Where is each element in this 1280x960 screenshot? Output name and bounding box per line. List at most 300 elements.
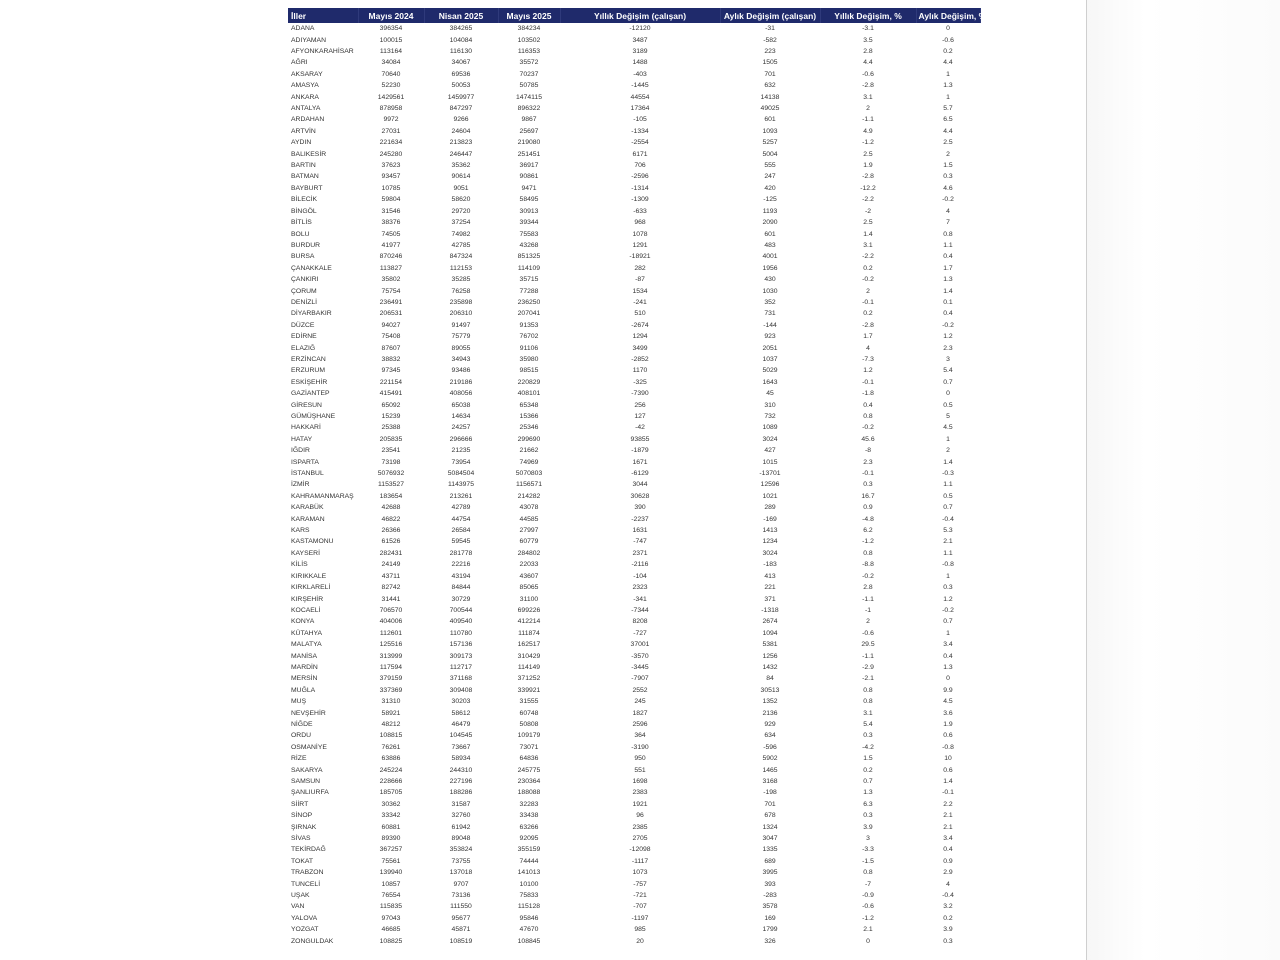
cell-yearly-change-pct: 16.7: [861, 492, 875, 500]
cell-may-2025: 33438: [519, 812, 539, 820]
cell-province: AYDIN: [291, 139, 312, 147]
cell-monthly-change-pct: 3: [946, 355, 950, 363]
cell-monthly-change: 3024: [762, 549, 778, 557]
cell-april-2025: 84844: [451, 584, 471, 592]
cell-monthly-change-pct: -0.2: [942, 606, 954, 614]
table-row: [288, 559, 980, 570]
cell-province: ZONGULDAK: [291, 937, 334, 945]
cell-yearly-change-pct: -1.1: [862, 652, 874, 660]
cell-monthly-change: 310: [764, 401, 776, 409]
table-row: [288, 434, 980, 445]
cell-may-2025: 103502: [517, 36, 541, 44]
cell-monthly-change: -1318: [761, 606, 779, 614]
cell-may-2025: 114109: [517, 264, 541, 272]
cell-province: NİĞDE: [291, 720, 313, 728]
cell-april-2025: 91497: [451, 321, 471, 329]
cell-yearly-change: 30628: [630, 492, 650, 500]
cell-yearly-change-pct: -4.8: [862, 515, 874, 523]
cell-april-2025: 1143975: [448, 481, 474, 489]
cell-yearly-change-pct: -2.9: [862, 663, 874, 671]
cell-may-2024: 379159: [379, 675, 403, 683]
cell-april-2025: 213261: [449, 492, 473, 500]
cell-monthly-change: 49025: [760, 105, 780, 113]
cell-may-2024: 52230: [381, 82, 401, 90]
cell-province: YALOVA: [291, 914, 318, 922]
cell-yearly-change: -1117: [631, 857, 649, 865]
cell-yearly-change-pct: -0.1: [862, 298, 874, 306]
cell-may-2025: 141013: [517, 869, 541, 877]
cell-yearly-change-pct: -7: [864, 880, 872, 888]
cell-may-2025: 25346: [519, 424, 539, 432]
cell-monthly-change: 84: [766, 675, 774, 683]
cell-monthly-change: -169: [763, 515, 777, 523]
table-row: [288, 685, 980, 696]
table-row: [288, 240, 980, 251]
cell-province: ESKİŞEHİR: [291, 378, 328, 386]
cell-april-2025: 65038: [451, 401, 471, 409]
cell-may-2025: 30913: [519, 207, 539, 215]
cell-monthly-change: 352: [764, 298, 776, 306]
cell-yearly-change-pct: 2.1: [863, 926, 873, 934]
cell-province: BİTLİS: [291, 219, 312, 227]
cell-april-2025: 408056: [449, 390, 473, 398]
cell-yearly-change-pct: 0.3: [863, 481, 873, 489]
cell-yearly-change-pct: -0.2: [862, 572, 874, 580]
cell-april-2025: 34943: [451, 355, 471, 363]
cell-may-2025: 111874: [518, 629, 540, 637]
cell-monthly-change-pct: 4: [946, 207, 950, 215]
cell-monthly-change: 601: [764, 230, 776, 238]
cell-monthly-change-pct: 1.2: [943, 333, 953, 341]
cell-april-2025: 73667: [451, 743, 471, 751]
cell-province: ANTALYA: [291, 105, 321, 113]
cell-april-2025: 116130: [449, 48, 473, 56]
cell-monthly-change-pct: 0: [946, 390, 950, 398]
cell-yearly-change-pct: 1.4: [863, 230, 873, 238]
cell-april-2025: 35362: [451, 162, 471, 170]
cell-province: MERSİN: [291, 675, 318, 683]
cell-province: İZMİR: [291, 481, 310, 489]
cell-may-2024: 48212: [381, 720, 401, 728]
cell-yearly-change: -1334: [631, 127, 649, 135]
cell-yearly-change: -2674: [631, 321, 649, 329]
cell-monthly-change: 634: [764, 732, 776, 740]
cell-yearly-change-pct: 1.7: [863, 333, 873, 341]
cell-april-2025: 89048: [451, 835, 471, 843]
cell-may-2025: 31100: [519, 595, 539, 603]
cell-may-2025: 63266: [519, 823, 539, 831]
cell-yearly-change-pct: 6.2: [863, 527, 873, 535]
table-row: [288, 913, 980, 924]
cell-monthly-change: 5381: [762, 641, 778, 649]
cell-yearly-change: -7344: [631, 606, 649, 614]
cell-monthly-change-pct: 1.4: [943, 287, 953, 295]
cell-yearly-change-pct: 4.4: [863, 59, 873, 67]
cell-province: EDİRNE: [291, 333, 317, 341]
cell-monthly-change-pct: 2: [946, 150, 950, 158]
cell-monthly-change: 731: [764, 310, 776, 318]
cell-monthly-change-pct: 2.5: [943, 139, 953, 147]
cell-yearly-change: 1671: [632, 458, 648, 466]
cell-monthly-change-pct: 2.2: [943, 800, 953, 808]
cell-yearly-change: -12120: [629, 25, 651, 33]
cell-may-2024: 76261: [381, 743, 401, 751]
cell-yearly-change-pct: 1.2: [863, 367, 873, 375]
cell-monthly-change: 678: [764, 812, 776, 820]
cell-may-2025: 116353: [517, 48, 541, 56]
cell-yearly-change: -18921: [629, 253, 651, 261]
cell-may-2025: 214282: [517, 492, 541, 500]
table-row: [288, 217, 980, 228]
cell-yearly-change-pct: -2.8: [862, 173, 874, 181]
cell-april-2025: 9266: [453, 116, 469, 124]
cell-may-2024: 65092: [381, 401, 401, 409]
cell-monthly-change-pct: 0.1: [943, 298, 953, 306]
cell-may-2024: 94027: [381, 321, 401, 329]
table-row: [288, 662, 980, 673]
cell-province: BOLU: [291, 230, 310, 238]
cell-monthly-change: 1256: [762, 652, 778, 660]
cell-monthly-change: 420: [764, 184, 776, 192]
cell-yearly-change: -2237: [631, 515, 649, 523]
cell-province: KARS: [291, 527, 310, 535]
cell-april-2025: 24604: [451, 127, 471, 135]
cell-yearly-change-pct: 1.3: [863, 789, 873, 797]
cell-yearly-change: 2385: [632, 823, 648, 831]
cell-province: ARTVİN: [291, 127, 316, 135]
table-row: [288, 320, 980, 331]
cell-province: MUĞLA: [291, 686, 316, 694]
cell-yearly-change: -633: [633, 207, 647, 215]
cell-may-2024: 245280: [379, 150, 403, 158]
cell-may-2025: 115128: [517, 903, 541, 911]
cell-province: KIRKLARELİ: [291, 584, 331, 592]
cell-monthly-change-pct: 0.4: [943, 310, 953, 318]
cell-province: TEKİRDAĞ: [291, 846, 326, 854]
cell-yearly-change: -6129: [631, 470, 649, 478]
cell-yearly-change-pct: 3.5: [863, 36, 873, 44]
cell-may-2025: 43078: [519, 504, 539, 512]
cell-april-2025: 206310: [449, 310, 473, 318]
cell-monthly-change-pct: 3.2: [943, 903, 953, 911]
cell-may-2025: 25697: [519, 127, 539, 135]
table-row: [288, 251, 980, 262]
table-row: [288, 856, 980, 867]
cell-april-2025: 58612: [451, 709, 471, 717]
cell-april-2025: 59545: [451, 538, 471, 546]
cell-may-2024: 206531: [379, 310, 403, 318]
cell-monthly-change-pct: 2.1: [943, 823, 953, 831]
cell-province: BARTIN: [291, 162, 316, 170]
cell-may-2025: 98515: [519, 367, 539, 375]
cell-april-2025: 157136: [449, 641, 473, 649]
cell-yearly-change: 3499: [632, 344, 648, 352]
cell-monthly-change: 2674: [762, 618, 778, 626]
table-row: [288, 787, 980, 798]
cell-may-2025: 299690: [517, 435, 541, 443]
cell-yearly-change: 390: [634, 504, 646, 512]
cell-yearly-change-pct: 2: [866, 618, 870, 626]
cell-yearly-change-pct: -0.9: [862, 892, 874, 900]
cell-province: YOZGAT: [291, 926, 319, 934]
table-row: [288, 582, 980, 593]
cell-yearly-change-pct: 4.9: [863, 127, 873, 135]
cell-province: RİZE: [291, 755, 307, 763]
table-row: [288, 399, 980, 410]
cell-yearly-change: -727: [633, 629, 647, 637]
cell-monthly-change: 1093: [762, 127, 778, 135]
cell-yearly-change-pct: 0.8: [863, 698, 873, 706]
cell-yearly-change: 1827: [632, 709, 648, 717]
cell-monthly-change-pct: 0.3: [943, 584, 953, 592]
cell-may-2025: 339921: [517, 686, 541, 694]
cell-yearly-change: -403: [633, 70, 647, 78]
cell-yearly-change-pct: 6.3: [863, 800, 873, 808]
cell-monthly-change: 701: [764, 70, 776, 78]
cell-monthly-change-pct: 0.8: [943, 230, 953, 238]
cell-yearly-change: 8208: [632, 618, 648, 626]
cell-monthly-change-pct: 0.6: [943, 766, 953, 774]
table-row: [288, 80, 980, 91]
cell-province: ISPARTA: [291, 458, 319, 466]
cell-monthly-change-pct: -0.1: [942, 789, 954, 797]
cell-province: ARDAHAN: [291, 116, 325, 124]
cell-province: KÜTAHYA: [291, 629, 323, 637]
cell-yearly-change: -747: [633, 538, 647, 546]
cell-monthly-change-pct: -0.8: [942, 561, 954, 569]
cell-may-2025: 699226: [517, 606, 541, 614]
cell-yearly-change-pct: -2.8: [862, 321, 874, 329]
cell-yearly-change: 3189: [632, 48, 648, 56]
cell-april-2025: 227196: [449, 778, 473, 786]
cell-may-2025: 896322: [517, 105, 541, 113]
cell-yearly-change-pct: -1.2: [862, 139, 874, 147]
cell-monthly-change-pct: 1.1: [943, 549, 953, 557]
cell-monthly-change-pct: 4.6: [943, 184, 953, 192]
cell-province: BURSA: [291, 253, 315, 261]
cell-may-2025: 60779: [519, 538, 539, 546]
cell-may-2024: 245224: [379, 766, 403, 774]
cell-may-2024: 24149: [381, 561, 401, 569]
cell-april-2025: 137018: [449, 869, 473, 877]
cell-monthly-change-pct: 0.4: [943, 846, 953, 854]
cell-monthly-change-pct: 1: [946, 435, 950, 443]
cell-monthly-change: 5004: [762, 150, 778, 158]
cell-april-2025: 24257: [451, 424, 471, 432]
cell-may-2025: 251451: [517, 150, 541, 158]
cell-monthly-change-pct: 1.5: [943, 162, 953, 170]
cell-may-2025: 9867: [521, 116, 537, 124]
header-cell-yearly-change: Yıllık Değişim (çalışan): [560, 8, 720, 23]
cell-monthly-change: 1324: [762, 823, 778, 831]
cell-yearly-change: -104: [633, 572, 647, 580]
cell-april-2025: 111550: [450, 903, 472, 911]
cell-monthly-change-pct: 1.7: [943, 264, 953, 272]
cell-april-2025: 309408: [449, 686, 473, 694]
cell-april-2025: 5084504: [447, 470, 475, 478]
table-row: [288, 833, 980, 844]
cell-monthly-change: -31: [765, 25, 775, 33]
cell-may-2024: 100015: [379, 36, 403, 44]
cell-yearly-change: 2383: [632, 789, 648, 797]
table-row: [288, 901, 980, 912]
cell-province: ŞANLIURFA: [291, 789, 329, 797]
cell-may-2024: 97043: [381, 914, 401, 922]
cell-may-2025: 5070803: [515, 470, 543, 478]
cell-province: BATMAN: [291, 173, 319, 181]
cell-province: HATAY: [291, 435, 313, 443]
cell-may-2025: 92095: [519, 835, 539, 843]
cell-yearly-change-pct: -1.1: [862, 595, 874, 603]
cell-yearly-change-pct: 5.4: [863, 720, 873, 728]
cell-yearly-change: -3445: [631, 663, 649, 671]
cell-may-2024: 30362: [381, 800, 401, 808]
cell-monthly-change: 1956: [762, 264, 778, 272]
cell-may-2025: 355159: [517, 846, 541, 854]
cell-april-2025: 50053: [451, 82, 471, 90]
cell-province: HAKKARİ: [291, 424, 321, 432]
side-panel-background: [1087, 0, 1280, 960]
cell-province: ADANA: [291, 25, 315, 33]
table-row: [288, 103, 980, 114]
cell-monthly-change: 169: [764, 914, 776, 922]
table-row: [288, 422, 980, 433]
cell-monthly-change: 4001: [762, 253, 778, 261]
cell-yearly-change-pct: -1.5: [862, 857, 874, 865]
table-row: [288, 742, 980, 753]
table-row: [288, 274, 980, 285]
table-row: [288, 148, 980, 159]
cell-may-2025: 39344: [519, 219, 539, 227]
cell-yearly-change: 2705: [632, 835, 648, 843]
table-row: [288, 206, 980, 217]
cell-may-2025: 15366: [519, 413, 539, 421]
cell-april-2025: 37254: [451, 219, 471, 227]
cell-yearly-change: 1170: [632, 367, 648, 375]
cell-may-2024: 706570: [379, 606, 403, 614]
table-row: [288, 456, 980, 467]
table-row: [288, 821, 980, 832]
cell-yearly-change: -1197: [631, 914, 649, 922]
table-row: [288, 525, 980, 536]
cell-may-2024: 27031: [381, 127, 401, 135]
table-row: [288, 263, 980, 274]
cell-province: AMASYA: [291, 82, 319, 90]
employment-table: [288, 8, 987, 947]
cell-may-2025: 27997: [519, 527, 539, 535]
cell-province: BURDUR: [291, 241, 321, 249]
cell-monthly-change-pct: 0.7: [943, 378, 953, 386]
cell-may-2024: 41977: [381, 241, 401, 249]
header-cell-may-2024: Mayıs 2024: [358, 8, 424, 23]
cell-april-2025: 246447: [449, 150, 473, 158]
cell-may-2024: 367257: [379, 846, 403, 854]
cell-yearly-change: -341: [633, 595, 647, 603]
table-row: [288, 616, 980, 627]
cell-yearly-change: -7390: [631, 390, 649, 398]
cell-monthly-change: 555: [764, 162, 776, 170]
cell-province: SİİRT: [291, 800, 309, 808]
cell-monthly-change-pct: 0: [946, 675, 950, 683]
cell-may-2025: 50785: [519, 82, 539, 90]
table-row: [288, 23, 980, 34]
table-row: [288, 650, 980, 661]
cell-province: KARAMAN: [291, 515, 325, 523]
cell-yearly-change: 1294: [632, 333, 648, 341]
cell-yearly-change: 985: [634, 926, 646, 934]
employment-table-sheet: [288, 8, 987, 947]
cell-province: VAN: [291, 903, 305, 911]
cell-may-2025: 75833: [519, 892, 539, 900]
cell-monthly-change: 223: [764, 48, 776, 56]
cell-may-2024: 115835: [379, 903, 403, 911]
cell-april-2025: 281778: [449, 549, 473, 557]
table-row: [288, 730, 980, 741]
cell-monthly-change: 393: [764, 880, 776, 888]
cell-yearly-change: -105: [633, 116, 647, 124]
table-row: [288, 34, 980, 45]
cell-yearly-change-pct: -1.8: [862, 390, 874, 398]
cell-may-2024: 282431: [379, 549, 403, 557]
table-row: [288, 46, 980, 57]
cell-yearly-change-pct: 0.4: [863, 401, 873, 409]
cell-yearly-change-pct: 3.9: [863, 823, 873, 831]
cell-may-2024: 75408: [381, 333, 401, 341]
cell-monthly-change: 1094: [762, 629, 778, 637]
cell-monthly-change-pct: 1: [946, 629, 950, 637]
cell-yearly-change: -757: [633, 880, 647, 888]
cell-monthly-change-pct: 1.4: [943, 778, 953, 786]
cell-may-2024: 31310: [381, 698, 401, 706]
cell-province: GÜMÜŞHANE: [291, 413, 336, 421]
cell-monthly-change: 1465: [762, 766, 778, 774]
cell-may-2024: 38376: [381, 219, 401, 227]
cell-may-2025: 219080: [517, 139, 541, 147]
cell-province: MANİSA: [291, 652, 318, 660]
cell-monthly-change-pct: 1: [946, 70, 950, 78]
cell-yearly-change: 1534: [632, 287, 648, 295]
cell-yearly-change: -1309: [631, 196, 649, 204]
cell-province: MALATYA: [291, 641, 322, 649]
cell-monthly-change: 3168: [762, 778, 778, 786]
cell-yearly-change: 3044: [632, 481, 648, 489]
cell-monthly-change: -183: [763, 561, 777, 569]
cell-monthly-change-pct: -0.8: [942, 743, 954, 751]
cell-yearly-change-pct: 2.3: [863, 458, 873, 466]
cell-monthly-change-pct: 1.3: [943, 82, 953, 90]
cell-monthly-change: 1352: [762, 698, 778, 706]
cell-province: KIRŞEHİR: [291, 595, 324, 603]
cell-monthly-change: 923: [764, 333, 776, 341]
cell-may-2025: 77288: [519, 287, 539, 295]
header-cell-monthly-change-pct: Aylık Değişim, %: [916, 8, 980, 23]
cell-april-2025: 14634: [451, 413, 471, 421]
cell-may-2024: 38832: [381, 355, 401, 363]
table-row: [288, 411, 980, 422]
cell-yearly-change: 2323: [632, 584, 648, 592]
cell-province: NEVŞEHİR: [291, 709, 326, 717]
cell-april-2025: 244310: [449, 766, 473, 774]
cell-province: SAKARYA: [291, 766, 323, 774]
cell-may-2025: 230364: [517, 778, 541, 786]
cell-may-2024: 185705: [379, 789, 403, 797]
table-row: [288, 183, 980, 194]
cell-may-2024: 46685: [381, 926, 401, 934]
cell-yearly-change-pct: 2: [866, 287, 870, 295]
table-row: [288, 867, 980, 878]
cell-april-2025: 58620: [451, 196, 471, 204]
cell-monthly-change: 5029: [762, 367, 778, 375]
